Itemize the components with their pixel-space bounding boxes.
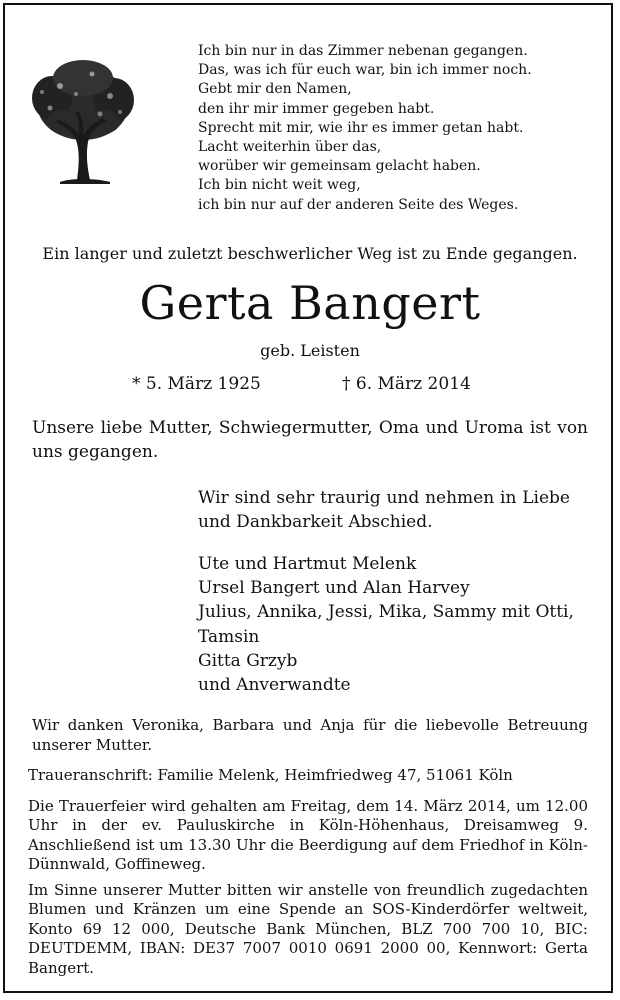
mourner-line: Ursel Bangert und Alan Harvey	[198, 578, 470, 599]
poem-line: den ihr mir immer gegeben habt.	[198, 100, 435, 117]
mourner-line: und Anverwandte	[198, 675, 351, 696]
poem-line: Ich bin nicht weit weg,	[198, 177, 361, 194]
poem-line: Ich bin nur in das Zimmer nebenan gegangen.	[198, 43, 528, 59]
poem-line: Lacht weiterhin über das,	[198, 139, 382, 156]
poem-line: Gebt mir den Namen,	[198, 81, 352, 98]
maiden-name: geb. Leisten	[260, 341, 360, 360]
thanks-text: Wir danken Veronika, Barbara und Anja für die liebevolle Betreuung unserer Mutter.	[32, 716, 588, 754]
poem-line: ich bin nur auf der anderen Seite des Weges.	[198, 196, 519, 213]
ceremony-info: Die Trauerfeier wird gehalten am Freitag, dem 14. März 2014, um 12.00 Uhr in der ev. Pauluskirche in Köln-Höhenhaus, Dreisamweg 9. Anschließend ist um 13.30 Uhr die Beerdigung auf dem Friedhof in Köln-Dünnwald, Goffineweg.	[28, 797, 588, 874]
poem-line: Sprecht mit mir, wie ihr es immer getan habt.	[198, 119, 524, 136]
lead-text: Unsere liebe Mutter, Schwiegermutter, Oma und Uroma ist von uns gegangen.	[32, 418, 588, 462]
mourner-line: Julius, Annika, Jessi, Mika, Sammy mit Otti,	[198, 602, 574, 623]
mourners-list	[198, 552, 618, 697]
deceased-name: Gerta Bangert	[139, 276, 481, 330]
tree-icon	[30, 56, 136, 188]
mourning-address: Traueranschrift: Familie Melenk, Heimfriedweg 47, 51061 Köln	[28, 766, 513, 784]
mourner-line: Ute und Hartmut Melenk	[198, 554, 417, 574]
donation-info: Im Sinne unserer Mutter bitten wir anstelle von freundlich zugedachten Blumen und Kränzen um eine Spende an SOS-Kinderdörfer weltweit, Konto 69 12 000, Deutsche Bank München, BLZ 700 700 10, BIC: DEUTDEMM, IBAN: DE37 7007 0010 0691 2000 00, Kennwort: Gerta Bangert.	[28, 881, 588, 977]
birth-date: * 5. März 1925	[132, 374, 261, 394]
death-date: † 6. März 2014	[342, 374, 471, 394]
mourner-line: Gitta Grzyb	[198, 650, 298, 671]
poem-line: Das, was ich für euch war, bin ich immer noch.	[198, 62, 532, 79]
mourner-line: Tamsin	[198, 626, 260, 647]
intro-line: Ein langer und zuletzt beschwerlicher Weg ist zu Ende gegangen.	[42, 244, 578, 263]
poem	[198, 42, 598, 215]
poem-line: worüber wir gemeinsam gelacht haben.	[198, 158, 481, 175]
farewell-text: Wir sind sehr traurig und nehmen in Liebe und Dankbarkeit Abschied.	[198, 488, 570, 532]
